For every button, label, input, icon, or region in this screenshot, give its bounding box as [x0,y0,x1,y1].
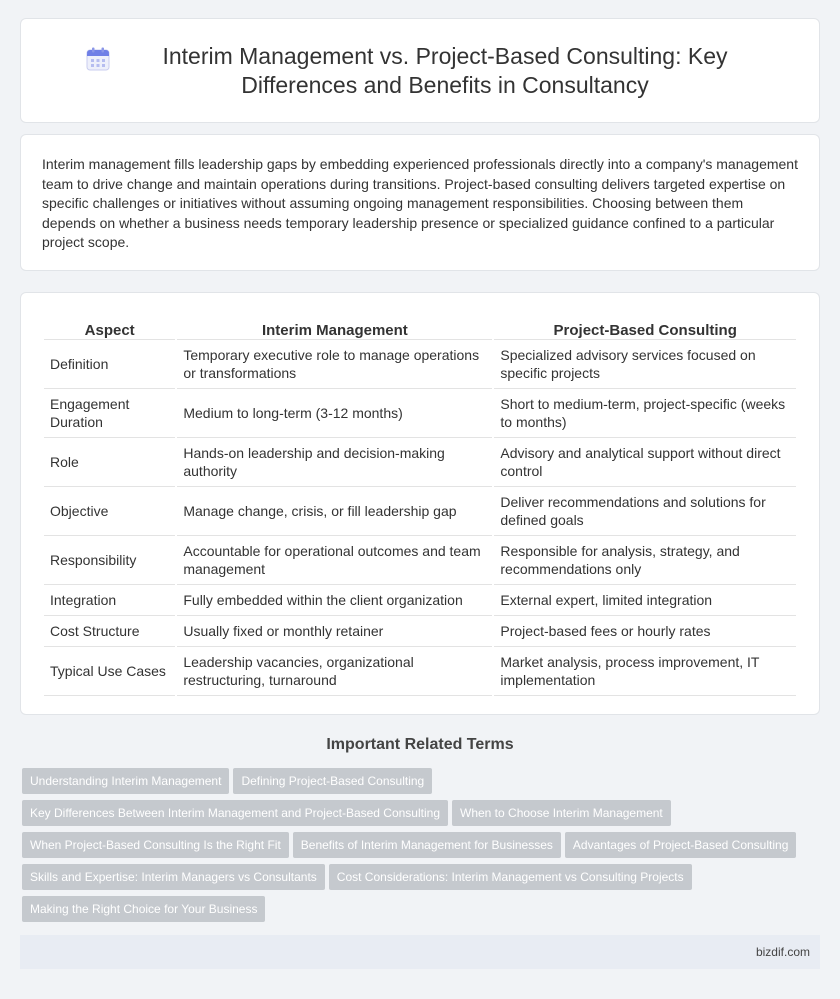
related-tag[interactable]: Defining Project-Based Consulting [233,768,432,794]
row-aspect: Role [44,438,175,487]
related-terms-title: Important Related Terms [326,736,514,753]
table-row [44,340,796,389]
related-tag[interactable]: When Project-Based Consulting Is the Right Fit [22,832,289,858]
row-project: Deliver recommendations and solutions for defined goals [494,487,796,536]
row-aspect: Typical Use Cases [44,647,175,696]
related-tag[interactable]: Cost Considerations: Interim Management vs Consulting Projects [329,864,692,890]
related-tag[interactable]: Skills and Expertise: Interim Managers vs Consultants [22,864,325,890]
related-tag[interactable]: Advantages of Project-Based Consulting [565,832,796,858]
table-row [44,438,796,487]
table-row [44,536,796,585]
row-interim: Fully embedded within the client organization [177,585,492,616]
row-aspect: Integration [44,585,175,616]
intro-paragraph: Interim management fills leadership gaps by embedding experienced professionals directly into a company's management team to drive change and maintain operations during transitions. Project-based consulting delivers targeted expertise on specific challenges or initiatives without assuming ongoing management responsibilities. Choosing between them depends on whether a business needs temporary leadership presence or specialized guidance confined to a particular project scope. [42,156,798,250]
row-interim: Usually fixed or monthly retainer [177,616,492,647]
row-project: Advisory and analytical support without direct control [494,438,796,487]
row-interim: Manage change, crisis, or fill leadership gap [177,487,492,536]
row-interim: Medium to long-term (3-12 months) [177,389,492,438]
table-row [44,585,796,616]
row-project: Responsible for analysis, strategy, and recommendations only [494,536,796,585]
row-aspect: Cost Structure [44,616,175,647]
footer-site[interactable]: bizdif.com [755,945,810,959]
table-row [44,616,796,647]
title-wrap [45,42,795,100]
intro-card [20,134,820,271]
column-header-aspect: Aspect [44,313,175,340]
related-tags [22,768,822,928]
row-project: Project-based fees or hourly rates [494,616,796,647]
table-row [44,647,796,696]
table-row [44,389,796,438]
row-aspect: Definition [44,340,175,389]
column-header-project: Project-Based Consulting [494,313,796,340]
row-project: External expert, limited integration [494,585,796,616]
row-interim: Hands-on leadership and decision-making authority [177,438,492,487]
row-project: Market analysis, process improvement, IT implementation [494,647,796,696]
row-interim: Temporary executive role to manage operations or transformations [177,340,492,389]
table-header-row [44,313,796,340]
row-interim: Accountable for operational outcomes and team management [177,536,492,585]
related-tag[interactable]: Understanding Interim Management [22,768,229,794]
row-project: Specialized advisory services focused on specific projects [494,340,796,389]
related-tag[interactable]: Making the Right Choice for Your Business [22,896,265,922]
comparison-table [42,313,798,696]
footer [20,935,820,969]
table-row [44,487,796,536]
related-tag[interactable]: Benefits of Interim Management for Businesses [293,832,561,858]
row-aspect: Engagement Duration [44,389,175,438]
calendar-icon [85,46,111,72]
header-card [20,18,820,123]
row-aspect: Responsibility [44,536,175,585]
column-header-interim: Interim Management [177,313,492,340]
row-project: Short to medium-term, project-specific (weeks to months) [494,389,796,438]
related-tag[interactable]: Key Differences Between Interim Management and Project-Based Consulting [22,800,448,826]
row-aspect: Objective [44,487,175,536]
related-tag[interactable]: When to Choose Interim Management [452,800,671,826]
comparison-card [20,292,820,715]
row-interim: Leadership vacancies, organizational restructuring, turnaround [177,647,492,696]
page-title: Interim Management vs. Project-Based Consulting: Key Differences and Benefits in Consultancy [162,42,728,98]
